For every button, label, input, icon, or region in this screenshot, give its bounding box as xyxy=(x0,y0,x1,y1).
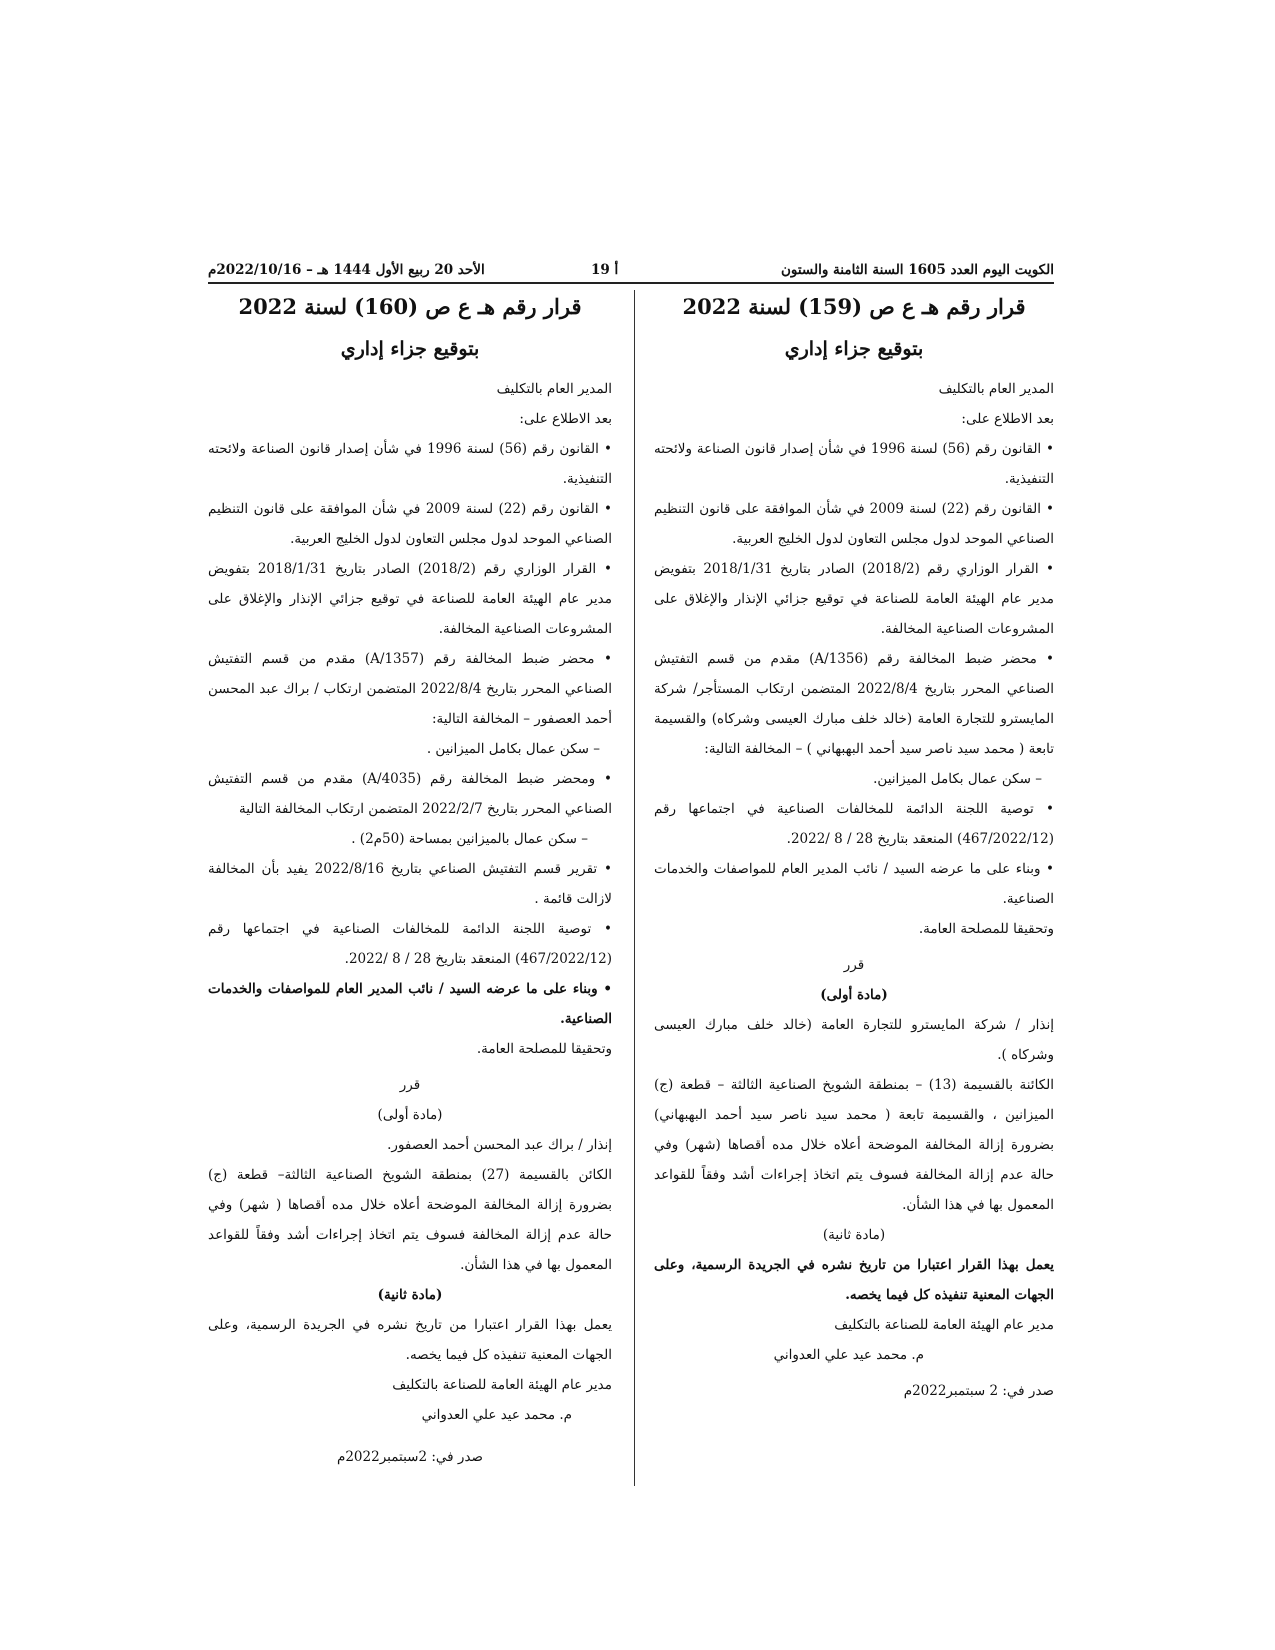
preamble-item: • القانون رقم (22) لسنة 2009 في شأن الموافقة على قانون التنظيم الصناعي الموحد لدول مجلس التعاون لدول الخليج العربية. xyxy=(208,501,612,547)
preamble-item: • توصية اللجنة الدائمة للمخالفات الصناعية في اجتماعها رقم (467/2022/12) المنعقد بتاريخ 28 / 8 /2022. xyxy=(654,801,1054,847)
article-1-text: الكائن بالقسيمة (27) بمنطقة الشويخ الصناعية الثالثة– قطعة (ج) بضرورة إزالة المخالفة الموضحة أعلاه خلال مده أقصاها ( شهر) وفي حالة عدم إزالة المخالفة فسوف يتم اتخاذ إجراءات أشد وفقاً للقواعد المعمول بها في هذا الشأن. xyxy=(208,1167,612,1273)
article-1-heading: (مادة أولى) xyxy=(820,987,888,1003)
preamble-item: • القانون رقم (22) لسنة 2009 في شأن الموافقة على قانون التنظيم الصناعي الموحد لدول مجلس التعاون لدول الخليج العربية. xyxy=(654,501,1054,547)
decision-159-subtitle: بتوقيع جزاء إداري xyxy=(784,338,924,360)
article-1-text: الكائنة بالقسيمة (13) – بمنطقة الشويخ الصناعية الثالثة – قطعة (ج) الميزانين ، والقسيمة تابعة ( محمد سيد ناصر سيد أحمد البهبهاني) بضرورة إزالة المخالفة الموضحة أعلاه خلال مده أقصاها (شهر) وفي حالة عدم إزالة المخالفة فسوف يتم اتخاذ إجراءات أشد وفقاً للقواعد المعمول بها في هذا الشأن. xyxy=(654,1077,1054,1213)
preamble-line: بعد الاطلاع على: xyxy=(519,411,612,427)
article-2-heading: (مادة ثانية) xyxy=(822,1227,886,1243)
preamble-item: • محضر ضبط المخالفة رقم (A/1357) مقدم من قسم التفتيش الصناعي المحرر بتاريخ 2022/8/4 المتضمن ارتكاب / براك عبد المحسن أحمد العصفور – المخالفة التالية: xyxy=(208,651,612,727)
preamble-line: وتحقيقا للمصلحة العامة. xyxy=(918,921,1054,937)
issue-date: صدر في: 2سبتمبر2022م xyxy=(336,1449,483,1465)
decided-heading: قرر xyxy=(843,957,865,973)
header-page-number: أ 19 xyxy=(591,262,619,278)
decision-160 xyxy=(208,292,612,1472)
decided-heading: قرر xyxy=(399,1077,421,1093)
article-2-text: يعمل بهذا القرار اعتبارا من تاريخ نشره في الجريدة الرسمية، وعلى الجهات المعنية تنفيذه كل فيما يخصه. xyxy=(654,1257,1054,1303)
signatory-title: مدير عام الهيئة العامة للصناعة بالتكليف xyxy=(834,1317,1054,1333)
preamble-item: • محضر ضبط المخالفة رقم (A/1356) مقدم من قسم التفتيش الصناعي المحرر بتاريخ 2022/8/4 المتضمن ارتكاب المستأجر/ شركة المايسترو للتجارة العامة (خالد خلف مبارك العيسى وشركاه) والقسيمة تابعة ( محمد سيد ناصر سيد أحمد البهبهاني ) – المخالفة التالية: xyxy=(654,651,1054,757)
preamble-item: • القرار الوزاري رقم (2018/2) الصادر بتاريخ 2018/1/31 بتفويض مدير عام الهيئة العامة للصناعة في توقيع جزائي الإنذار والإغلاق على المشروعات الصناعية المخالفة. xyxy=(654,561,1054,637)
preamble-item: • القرار الوزاري رقم (2018/2) الصادر بتاريخ 2018/1/31 بتفويض مدير عام الهيئة العامة للصناعة في توقيع جزائي الإنذار والإغلاق على المشروعات الصناعية المخالفة. xyxy=(208,561,612,637)
decision-159 xyxy=(654,292,1054,1406)
issue-date: صدر في: 2 سبتمبر2022م xyxy=(903,1383,1054,1399)
signatory-name: م. محمد عيد علي العدواني xyxy=(421,1407,572,1423)
page-header xyxy=(208,258,1054,284)
article-1-text: إنذار / شركة المايسترو للتجارة العامة (خالد خلف مبارك العيسى وشركاه ). xyxy=(654,1017,1054,1063)
preamble-item: • القانون رقم (56) لسنة 1996 في شأن إصدار قانون الصناعة ولائحته التنفيذية. xyxy=(208,441,612,487)
preamble-item: • ومحضر ضبط المخالفة رقم (4035/A) مقدم من قسم التفتيش الصناعي المحرر بتاريخ 2022/2/7 المتضمن ارتكاب المخالفة التالية xyxy=(208,771,612,817)
header-date: الأحد 20 ربيع الأول 1444 هـ – 2022/10/16م xyxy=(208,262,485,278)
article-2-text: يعمل بهذا القرار اعتبارا من تاريخ نشره في الجريدة الرسمية، وعلى الجهات المعنية تنفيذه كل فيما يخصه. xyxy=(208,1317,612,1363)
preamble-item: • وبناء على ما عرضه السيد / نائب المدير العام للمواصفات والخدمات الصناعية. xyxy=(208,981,612,1027)
article-1-text: إنذار / براك عبد المحسن أحمد العصفور. xyxy=(387,1137,612,1153)
preamble-item: • توصية اللجنة الدائمة للمخالفات الصناعية في اجتماعها رقم (467/2022/12) المنعقد بتاريخ 28 / 8 /2022. xyxy=(208,921,612,967)
violation-line: – سكن عمال بالميزانين بمساحة (50م2) . xyxy=(351,831,588,847)
decision-160-title: قرار رقم هـ ع ص (160) لسنة 2022 xyxy=(238,294,582,319)
preamble-item: • وبناء على ما عرضه السيد / نائب المدير العام للمواصفات والخدمات الصناعية. xyxy=(654,861,1054,907)
signatory-name: م. محمد عيد علي العدواني xyxy=(773,1347,924,1363)
preamble-item: • القانون رقم (56) لسنة 1996 في شأن إصدار قانون الصناعة ولائحته التنفيذية. xyxy=(654,441,1054,487)
preamble-line: المدير العام بالتكليف xyxy=(938,381,1054,397)
decision-159-title: قرار رقم هـ ع ص (159) لسنة 2022 xyxy=(682,294,1026,319)
preamble-line: وتحقيقا للمصلحة العامة. xyxy=(476,1041,612,1057)
article-1-heading: (مادة أولى) xyxy=(377,1107,443,1123)
preamble-line: بعد الاطلاع على: xyxy=(961,411,1054,427)
preamble-item: • تقرير قسم التفتيش الصناعي بتاريخ 2022/8/16 يفيد بأن المخالفة لازالت قائمة . xyxy=(208,861,612,907)
column-divider xyxy=(634,290,635,1486)
article-2-heading: (مادة ثانية) xyxy=(377,1287,443,1303)
decision-160-subtitle: بتوقيع جزاء إداري xyxy=(340,338,480,360)
header-issue: الكويت اليوم العدد 1605 السنة الثامنة والستون xyxy=(780,262,1054,278)
signatory-title: مدير عام الهيئة العامة للصناعة بالتكليف xyxy=(392,1377,612,1393)
violation-line: – سكن عمال بكامل الميزانين. xyxy=(873,771,1042,787)
violation-line: – سكن عمال بكامل الميزانين . xyxy=(426,741,600,757)
preamble-line: المدير العام بالتكليف xyxy=(496,381,612,397)
